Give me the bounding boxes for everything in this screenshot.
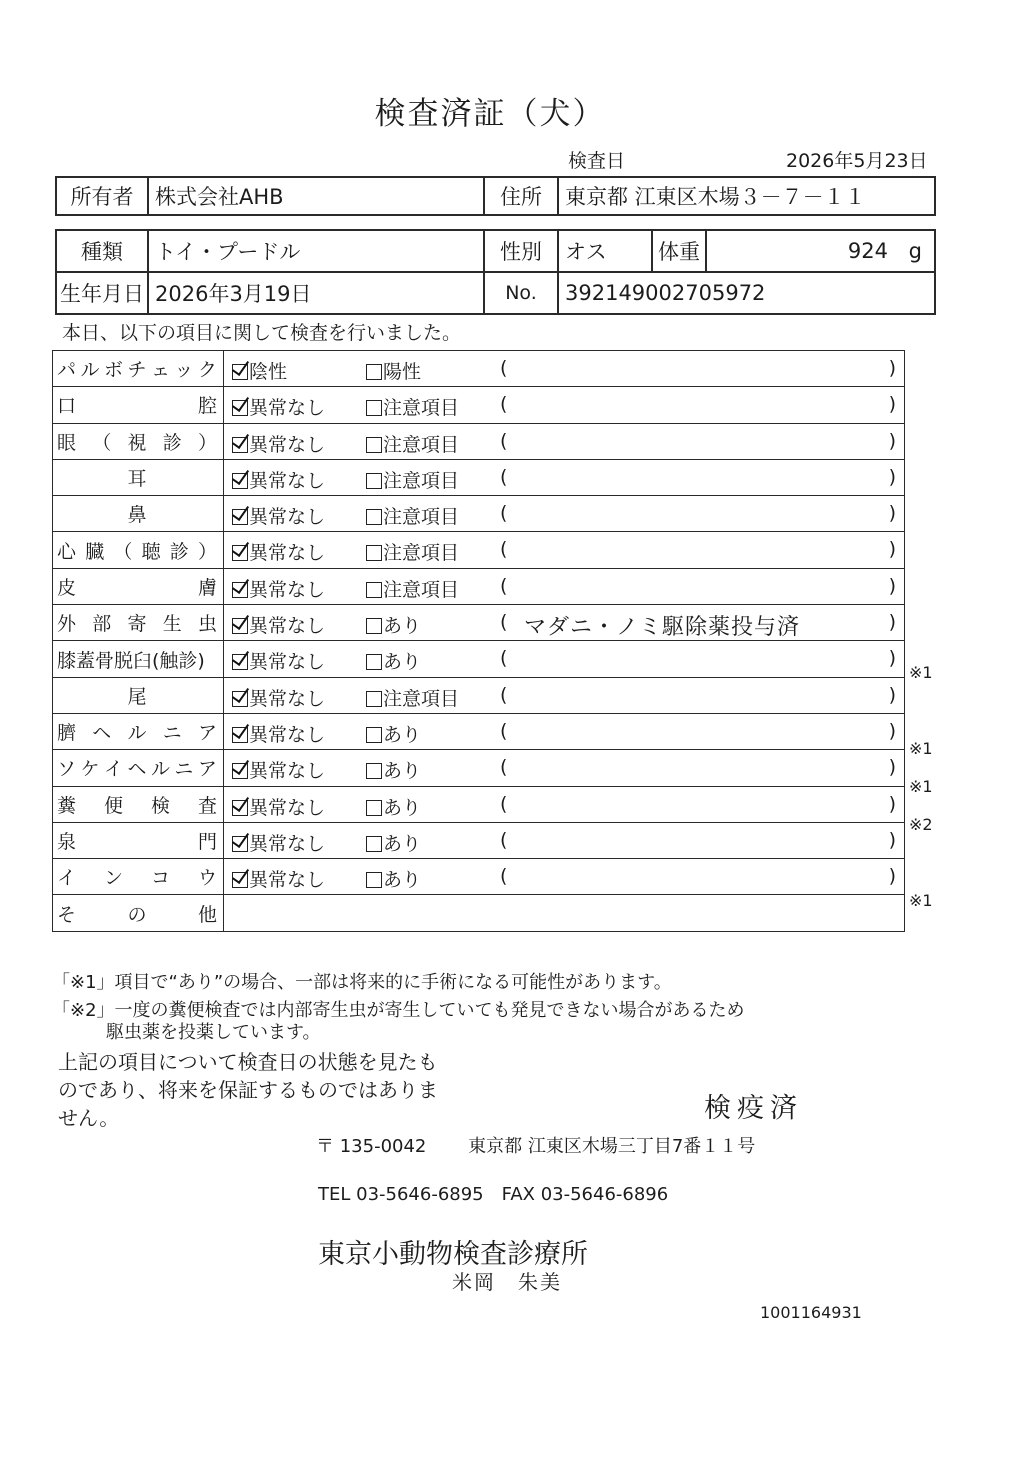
option-label: 異常なし: [249, 687, 326, 710]
intro-text: 本日、以下の項目に関して検査を行いました。: [62, 322, 462, 344]
option-label: 異常なし: [249, 651, 326, 674]
weight-cell: [706, 230, 935, 272]
exam-row: [53, 895, 905, 931]
result-normal-option[interactable]: [232, 611, 325, 638]
result-abnormal-option[interactable]: [366, 865, 421, 892]
exam-row: [53, 750, 905, 786]
option-label: 異常なし: [249, 397, 326, 420]
checkbox-checked-icon[interactable]: [232, 800, 248, 816]
note-paren-close: ): [888, 683, 896, 706]
note-paren-close: ): [888, 357, 896, 379]
exam-row: [53, 677, 905, 713]
exam-result: [224, 822, 905, 858]
note-paren-close: ): [888, 647, 896, 670]
checkbox-checked-icon[interactable]: [232, 545, 248, 561]
footnote-2: 「※2」一度の糞便検査では内部寄生虫が寄生していても発見できない場合があるため: [52, 1000, 745, 1021]
weight-label: 体重: [652, 230, 706, 272]
option-label: 陽性: [383, 361, 422, 383]
option-label: 注意項目: [383, 397, 460, 420]
checkbox-checked-icon[interactable]: [232, 437, 248, 453]
checkbox-empty-icon[interactable]: [366, 691, 382, 707]
option-label: あり: [383, 723, 422, 746]
exam-item-text: 鼻: [127, 504, 147, 527]
note-paren-close: ): [888, 611, 896, 634]
checkbox-empty-icon[interactable]: [366, 582, 382, 598]
note-paren-close: ): [888, 502, 896, 525]
note-paren-close: ): [888, 865, 896, 888]
footnote-mark: ※1: [909, 777, 933, 797]
owner-table: [55, 176, 936, 216]
note-paren-open: (: [500, 393, 508, 416]
exam-item-label: 臍 ヘ ル ニ ア: [53, 713, 224, 749]
footnote-1: 「※1」項目で“あり”の場合、一部は将来的に手術になる可能性があります。: [52, 972, 672, 993]
checkbox-empty-icon[interactable]: [366, 437, 382, 453]
footnote-mark: ※1: [909, 891, 933, 911]
note-paren-open: (: [500, 538, 508, 561]
option-label: 異常なし: [249, 578, 326, 601]
note-paren-open: (: [500, 792, 508, 815]
result-abnormal-option[interactable]: [366, 684, 459, 711]
note-paren-open: (: [500, 865, 508, 888]
option-label: 注意項目: [383, 433, 460, 456]
note-paren-close: ): [888, 538, 896, 561]
exam-item-label: ソ ケ イ ヘ ル ニ ア: [53, 750, 224, 786]
result-abnormal-option[interactable]: [366, 575, 459, 602]
exam-item-text: 膝蓋骨脱臼(触診): [57, 649, 205, 672]
exam-result: [224, 713, 905, 749]
option-label: 異常なし: [249, 796, 326, 819]
note-paren-open: (: [500, 502, 508, 525]
result-abnormal-option[interactable]: [366, 393, 459, 420]
option-label: あり: [383, 760, 422, 783]
exam-result: [224, 859, 905, 895]
checkbox-checked-icon[interactable]: [232, 509, 248, 525]
exam-item-label: イ ン コ ウ: [53, 859, 224, 895]
result-abnormal-option[interactable]: [366, 502, 459, 529]
exam-item-label: パ ル ボ チ ェ ッ ク: [53, 351, 224, 387]
note-paren-open: (: [500, 719, 508, 742]
weight-unit: g: [908, 239, 922, 263]
checkbox-checked-icon[interactable]: [232, 364, 248, 380]
phone-fax: TEL 03-5646-6895 FAX 03-5646-6896: [318, 1184, 669, 1205]
option-label: あり: [383, 796, 422, 819]
exam-row: [53, 423, 905, 459]
checkbox-empty-icon[interactable]: [366, 364, 382, 380]
option-label: 注意項目: [383, 506, 460, 529]
exam-item-label: 口 腔: [53, 387, 224, 423]
note-paren-open: (: [500, 429, 508, 452]
footnote-mark: ※2: [909, 815, 933, 835]
checkbox-empty-icon[interactable]: [366, 473, 382, 489]
checkbox-empty-icon[interactable]: [366, 800, 382, 816]
checkbox-empty-icon[interactable]: [366, 618, 382, 634]
checkbox-empty-icon[interactable]: [366, 872, 382, 888]
note-paren-close: ): [888, 756, 896, 779]
exam-item-label: 眼 （ 視 診 ）: [53, 423, 224, 459]
exam-row: [53, 496, 905, 532]
result-normal-option[interactable]: [232, 357, 287, 384]
exam-row: [53, 786, 905, 822]
checkbox-checked-icon[interactable]: [232, 582, 248, 598]
exam-item-label: [53, 677, 224, 713]
result-normal-option[interactable]: [232, 793, 325, 820]
note-paren-open: (: [500, 683, 508, 706]
option-label: 注意項目: [383, 578, 460, 601]
exam-row: [53, 459, 905, 495]
exam-date-value: 2026年5月23日: [786, 150, 928, 172]
exam-row: [53, 351, 905, 387]
birth-label: 生年月日: [56, 272, 148, 314]
exam-item-label: 外 部 寄 生 虫: [53, 605, 224, 641]
option-label: あり: [383, 651, 422, 674]
option-label: 異常なし: [249, 832, 326, 855]
result-normal-option[interactable]: [232, 466, 325, 493]
exam-table: [52, 350, 905, 932]
result-abnormal-option[interactable]: [366, 430, 459, 457]
exam-result: [224, 423, 905, 459]
option-label: あり: [383, 832, 422, 855]
address-value: 東京都 江東区木場３－７－１１: [558, 177, 935, 215]
footnote-mark: ※1: [909, 662, 933, 682]
exam-date-label: 検査日: [568, 150, 626, 172]
footnote-2-cont: 駆虫薬を投薬しています。: [106, 1022, 321, 1043]
option-label: 異常なし: [249, 433, 326, 456]
checkbox-empty-icon[interactable]: [366, 545, 382, 561]
exam-result: [224, 387, 905, 423]
note-paren-open: (: [500, 357, 508, 379]
note-paren-open: (: [500, 647, 508, 670]
postal-code: 〒 135-0042: [316, 1136, 427, 1157]
option-label: 注意項目: [383, 542, 460, 565]
exam-item-label: 心 臓 （ 聴 診 ）: [53, 532, 224, 568]
checkbox-checked-icon[interactable]: [232, 691, 248, 707]
exam-row: [53, 859, 905, 895]
exam-row: [53, 605, 905, 641]
owner-label: 所有者: [56, 177, 148, 215]
note-paren-open: (: [500, 574, 508, 597]
option-label: 異常なし: [249, 869, 326, 892]
checkbox-checked-icon[interactable]: [232, 763, 248, 779]
checkbox-checked-icon[interactable]: [232, 473, 248, 489]
no-value: 392149002705972: [558, 272, 935, 314]
exam-result: [224, 677, 905, 713]
address-label: 住所: [484, 177, 558, 215]
exam-result: [224, 786, 905, 822]
note-paren-close: ): [888, 719, 896, 742]
note-paren-close: ): [888, 792, 896, 815]
exam-row: [53, 387, 905, 423]
checkbox-checked-icon[interactable]: [232, 836, 248, 852]
clinic-name: 東京小動物検査診療所: [318, 1239, 588, 1270]
exam-result: [224, 496, 905, 532]
exam-row: [53, 641, 905, 677]
exam-result: [224, 532, 905, 568]
result-normal-option[interactable]: [232, 430, 325, 457]
owner-value: 株式会社AHB: [148, 177, 484, 215]
option-label: あり: [383, 615, 422, 638]
result-abnormal-option[interactable]: [366, 538, 459, 565]
result-normal-option[interactable]: [232, 502, 325, 529]
option-label: 異常なし: [249, 542, 326, 565]
checkbox-empty-icon[interactable]: [366, 763, 382, 779]
exam-item-label: そ の 他: [53, 895, 224, 931]
weight-value: 924: [847, 239, 888, 263]
option-label: 注意項目: [383, 687, 460, 710]
sex-value: オス: [558, 230, 652, 272]
result-normal-option[interactable]: [232, 538, 325, 565]
clinic-address-line: [316, 1132, 755, 1158]
option-label: 異常なし: [249, 469, 326, 492]
exam-item-label: [53, 641, 224, 677]
result-abnormal-option[interactable]: [366, 611, 421, 638]
exam-item-label: [53, 496, 224, 532]
exam-item-label: [53, 459, 224, 495]
result-normal-option[interactable]: [232, 756, 325, 783]
result-normal-option[interactable]: [232, 647, 325, 674]
exam-item-text: 耳: [127, 468, 147, 491]
note-paren-open: (: [500, 756, 508, 779]
option-label: あり: [383, 869, 422, 892]
exam-note: マダニ・ノミ駆除薬投与済: [524, 615, 801, 641]
result-normal-option[interactable]: [232, 720, 325, 747]
option-label: 陰性: [249, 361, 288, 383]
inspector-name: 米岡 朱美: [452, 1270, 562, 1294]
exam-row: [53, 713, 905, 749]
checkbox-empty-icon[interactable]: [366, 654, 382, 670]
birth-value: 2026年3月19日: [148, 272, 484, 314]
option-label: 異常なし: [249, 615, 326, 638]
exam-item-label: 皮 膚: [53, 568, 224, 604]
sex-label: 性別: [484, 230, 558, 272]
note-paren-open: (: [500, 465, 508, 488]
checkbox-checked-icon[interactable]: [232, 400, 248, 416]
result-abnormal-option[interactable]: [366, 793, 421, 820]
note-paren-close: ): [888, 429, 896, 452]
note-paren-close: ): [888, 574, 896, 597]
result-abnormal-option[interactable]: [366, 720, 421, 747]
exam-row: [53, 568, 905, 604]
option-label: 異常なし: [249, 506, 326, 529]
option-label: 異常なし: [249, 760, 326, 783]
result-abnormal-option[interactable]: [366, 357, 421, 384]
result-abnormal-option[interactable]: [366, 756, 421, 783]
exam-result: [224, 750, 905, 786]
disclaimer: 上記の項目について検査日の状態を見たものであり、将来を保証するものではありません。: [58, 1050, 438, 1130]
result-normal-option[interactable]: [232, 393, 325, 420]
checkbox-checked-icon[interactable]: [232, 618, 248, 634]
checkbox-empty-icon[interactable]: [366, 836, 382, 852]
exam-item-label: 糞 便 検 査: [53, 786, 224, 822]
option-label: 注意項目: [383, 469, 460, 492]
note-paren-close: ): [888, 393, 896, 416]
result-normal-option[interactable]: [232, 865, 325, 892]
exam-result: [224, 351, 905, 387]
quarantine-stamp: 検疫済: [704, 1093, 803, 1124]
note-paren-open: (: [500, 611, 508, 634]
pet-table: [55, 229, 936, 315]
exam-row: [53, 822, 905, 858]
result-normal-option[interactable]: [232, 575, 325, 602]
note-paren-close: ): [888, 465, 896, 488]
exam-result: [224, 459, 905, 495]
document-number: 1001164931: [760, 1303, 862, 1322]
checkbox-empty-icon[interactable]: [366, 727, 382, 743]
exam-row: [53, 532, 905, 568]
footnote-mark: ※1: [909, 739, 933, 758]
breed-label: 種類: [56, 230, 148, 272]
checkbox-empty-icon[interactable]: [366, 400, 382, 416]
page-title: 検査済証（犬）: [374, 96, 606, 132]
result-abnormal-option[interactable]: [366, 647, 421, 674]
checkbox-checked-icon[interactable]: [232, 654, 248, 670]
option-label: 異常なし: [249, 723, 326, 746]
note-paren-open: (: [500, 828, 508, 851]
clinic-address: 東京都 江東区木場三丁目7番１１号: [468, 1136, 756, 1157]
result-abnormal-option[interactable]: [366, 466, 459, 493]
result-abnormal-option[interactable]: [366, 829, 421, 856]
checkbox-checked-icon[interactable]: [232, 872, 248, 888]
checkbox-empty-icon[interactable]: [366, 509, 382, 525]
exam-result: [224, 605, 905, 641]
no-label: No.: [484, 272, 558, 314]
exam-result: [224, 895, 905, 931]
checkbox-checked-icon[interactable]: [232, 727, 248, 743]
result-normal-option[interactable]: [232, 684, 325, 711]
note-paren-close: ): [888, 828, 896, 851]
exam-item-text: 尾: [127, 685, 147, 708]
exam-result: [224, 568, 905, 604]
breed-value: トイ・プードル: [148, 230, 484, 272]
exam-item-label: 泉 門: [53, 822, 224, 858]
exam-result: [224, 641, 905, 677]
result-normal-option[interactable]: [232, 829, 325, 856]
